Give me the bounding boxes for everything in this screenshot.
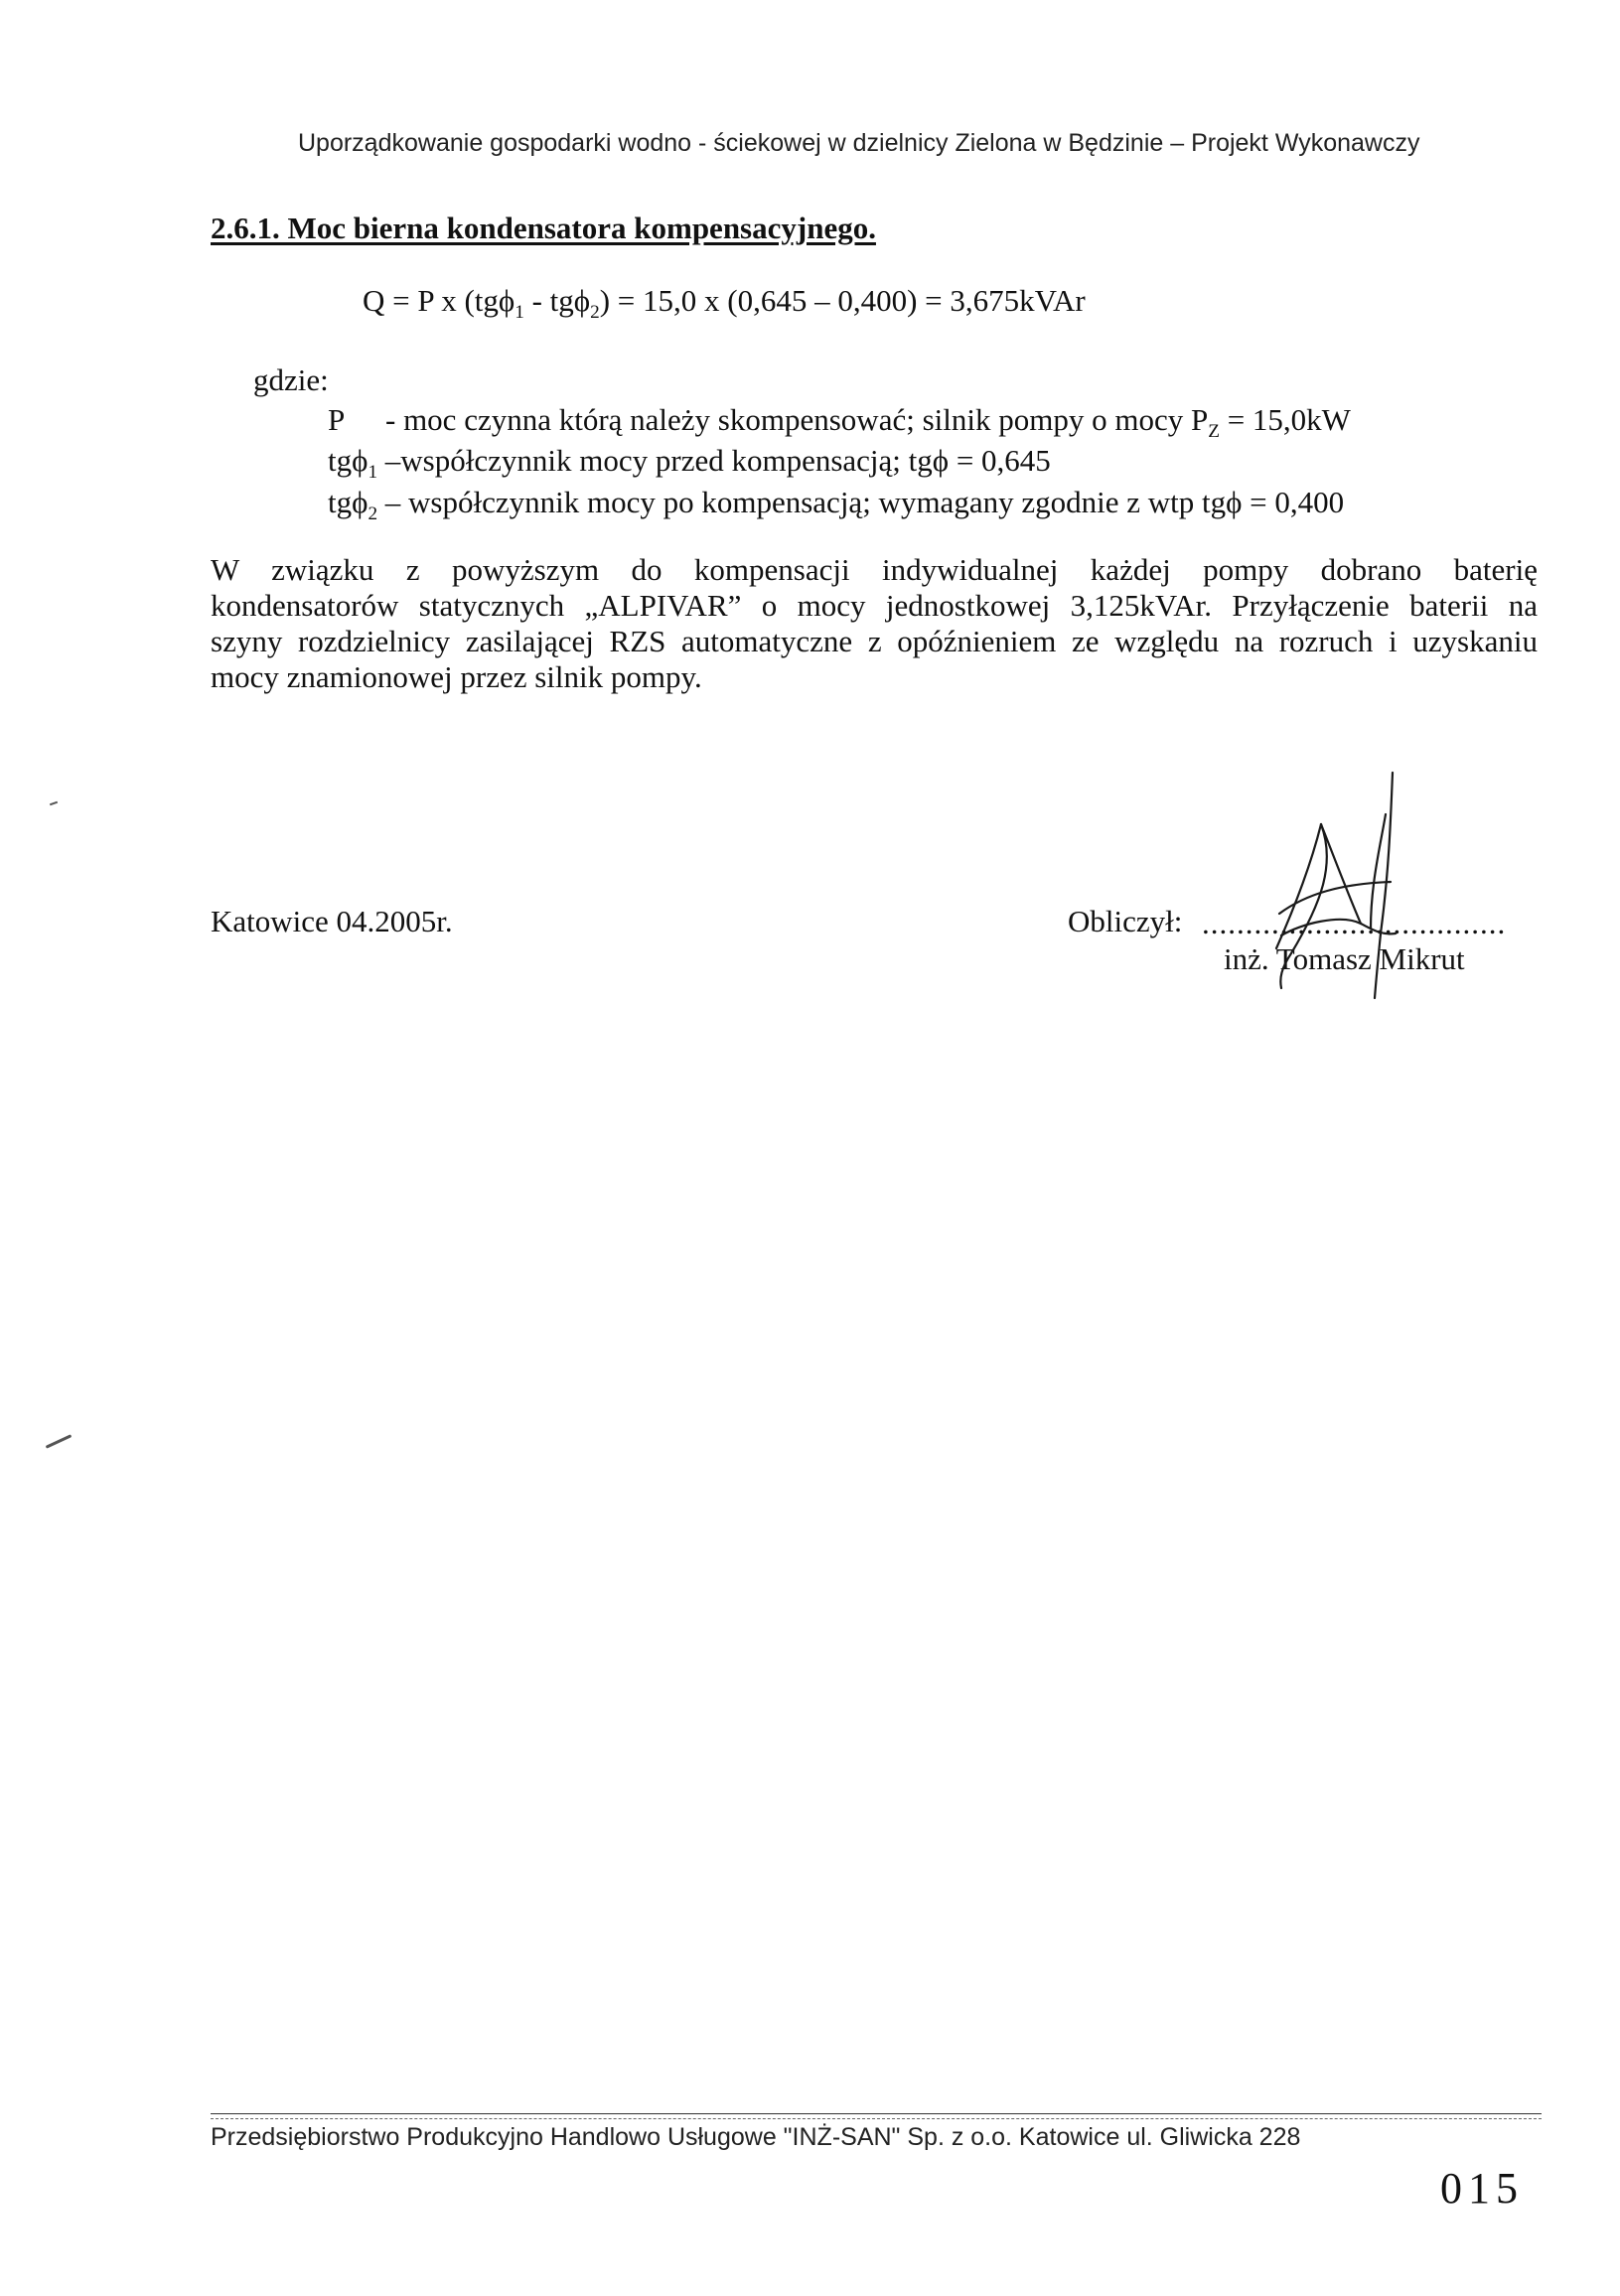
- definition-p-subscript: Z: [1208, 421, 1220, 443]
- place-date: Katowice 04.2005r.: [211, 904, 453, 938]
- signer-label: Obliczył:: [1068, 904, 1183, 938]
- formula: [363, 283, 1086, 324]
- definition-tg1-text: –współczynnik mocy przed kompensacją; tgϕ = 0,645: [377, 443, 1051, 478]
- signer-name: inż. Tomasz Mikrut: [1224, 941, 1465, 976]
- definition-p-symbol: P: [328, 402, 346, 437]
- footer-rule: [211, 2113, 1542, 2114]
- definition-tg2: [328, 485, 1344, 525]
- definition-tg1-subscript: 1: [368, 462, 378, 484]
- definition-p: [328, 402, 1351, 443]
- paragraph-line: mocy znamionowej przez silnik pompy.: [211, 659, 702, 694]
- definition-p-text: - moc czynna którą należy skompensować; silnik pompy o mocy P: [385, 402, 1209, 437]
- definition-tg2-subscript: 2: [368, 503, 378, 525]
- formula-lhs: Q = P x (tgϕ: [363, 283, 515, 318]
- formula-sub2: 2: [590, 302, 600, 324]
- page-number: 015: [1440, 2164, 1524, 2213]
- scan-speck: [50, 801, 58, 806]
- formula-rhs: ) = 15,0 x (0,645 – 0,400) = 3,675kVAr: [599, 283, 1086, 318]
- definitions-intro: gdzie:: [253, 362, 329, 397]
- paragraph-line: szyny rozdzielnicy zasilającej RZS automatyczne z opóźnieniem ze względu na rozruch i uzyskaniu: [211, 624, 1538, 658]
- definition-tg1-symbol: tgϕ: [328, 443, 368, 478]
- signature-dotted-line: ...................................: [1202, 906, 1507, 940]
- document-footer: Przedsiębiorstwo Produkcyjno Handlowo Usługowe "INŻ-SAN" Sp. z o.o. Katowice ul. Gliwicka 228: [211, 2123, 1301, 2151]
- definition-tg2-text: – współczynnik mocy po kompensacją; wymagany zgodnie z wtp tgϕ = 0,400: [377, 485, 1345, 519]
- document-header: Uporządkowanie gospodarki wodno - ściekowej w dzielnicy Zielona w Będzinie – Projekt Wykonawczy: [298, 129, 1420, 157]
- formula-sub1: 1: [515, 302, 524, 324]
- scan-speck: [46, 1434, 73, 1449]
- handwritten-signature: [1222, 765, 1420, 1003]
- paragraph-line: W związku z powyższym do kompensacji indywidualnej każdej pompy dobrano baterię: [211, 552, 1538, 587]
- formula-mid: - tgϕ: [523, 283, 591, 318]
- footer-rule-dashed: [211, 2118, 1542, 2119]
- definition-tg2-symbol: tgϕ: [328, 485, 368, 519]
- definition-tg1: [328, 443, 1051, 484]
- definition-p-value: = 15,0kW: [1219, 402, 1351, 437]
- body-paragraph: [211, 552, 1538, 695]
- paragraph-line: kondensatorów statycznych „ALPIVAR” o mocy jednostkowej 3,125kVAr. Przyłączenie baterii na: [211, 588, 1538, 623]
- section-title: 2.6.1. Moc bierna kondensatora kompensacyjnego.: [211, 211, 876, 245]
